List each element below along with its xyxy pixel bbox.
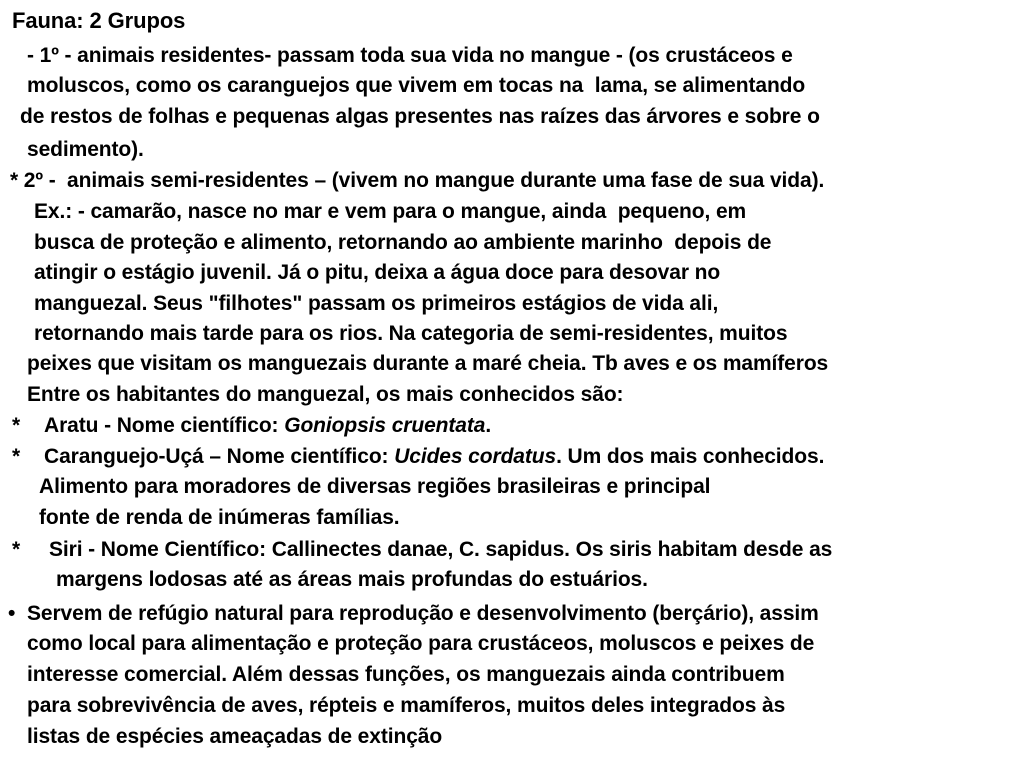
final-line-2: como local para alimentação e proteção para crustáceos, moluscos e peixes de [27, 632, 815, 655]
semi-residentes-line-1: * 2º - animais semi-residentes – (vivem no mangue durante uma fase de sua vida). [10, 169, 825, 192]
caranguejo-bullet: * [12, 445, 21, 468]
siri-bullet: * [12, 538, 21, 561]
slide-title: Fauna: 2 Grupos [12, 8, 186, 33]
semi-residentes-line-4: atingir o estágio juvenil. Já o pitu, deixa a água doce para desovar no [34, 261, 721, 284]
semi-residentes-line-6: retornando mais tarde para os rios. Na categoria de semi-residentes, muitos [34, 322, 788, 345]
siri-line-1: Siri - Nome Científico: Callinectes danae, C. sapidus. Os siris habitam desde as [49, 538, 833, 561]
residentes-line-3: de restos de folhas e pequenas algas presentes nas raízes das árvores e sobre o [20, 105, 820, 128]
semi-residentes-line-8: Entre os habitantes do manguezal, os mais conhecidos são: [27, 383, 624, 406]
semi-residentes-line-3: busca de proteção e alimento, retornando ao ambiente marinho depois de [34, 231, 772, 254]
residentes-line-2: moluscos, como os caranguejos que vivem em tocas na lama, se alimentando [27, 74, 806, 97]
semi-residentes-line-2: Ex.: - camarão, nasce no mar e vem para o mangue, ainda pequeno, em [34, 200, 747, 223]
semi-residentes-line-7: peixes que visitam os manguezais durante a maré cheia. Tb aves e os mamíferos [27, 352, 829, 375]
aratu-item [44, 413, 491, 439]
caranguejo-line-3: fonte de renda de inúmeras famílias. [39, 506, 400, 529]
final-line-1: Servem de refúgio natural para reprodução e desenvolvimento (berçário), assim [27, 602, 819, 625]
aratu-label: Aratu - Nome científico: [44, 414, 285, 437]
siri-line-2: margens lodosas até as áreas mais profundas do estuários. [56, 568, 648, 591]
caranguejo-tail: . Um dos mais conhecidos. [556, 445, 825, 468]
caranguejo-item [44, 444, 824, 470]
aratu-scientific-name: Goniopsis cruentata [284, 414, 486, 437]
semi-residentes-line-5: manguezal. Seus "filhotes" passam os primeiros estágios de vida ali, [34, 292, 719, 315]
caranguejo-scientific-name: Ucides cordatus [394, 445, 557, 468]
final-line-5: listas de espécies ameaçadas de extinção [27, 725, 443, 748]
aratu-tail: . [485, 414, 492, 437]
final-line-3: interesse comercial. Além dessas funções, os manguezais ainda contribuem [27, 663, 785, 686]
caranguejo-line-2: Alimento para moradores de diversas regiões brasileiras e principal [39, 475, 711, 498]
caranguejo-label: Caranguejo-Uçá – Nome científico: [44, 445, 395, 468]
final-line-4: para sobrevivência de aves, répteis e mamíferos, muitos deles integrados às [27, 694, 786, 717]
final-bullet: • [8, 602, 16, 625]
residentes-line-1: - 1º - animais residentes- passam toda sua vida no mangue - (os crustáceos e [27, 44, 793, 67]
aratu-bullet: * [12, 414, 21, 437]
residentes-line-4: sedimento). [27, 138, 144, 161]
